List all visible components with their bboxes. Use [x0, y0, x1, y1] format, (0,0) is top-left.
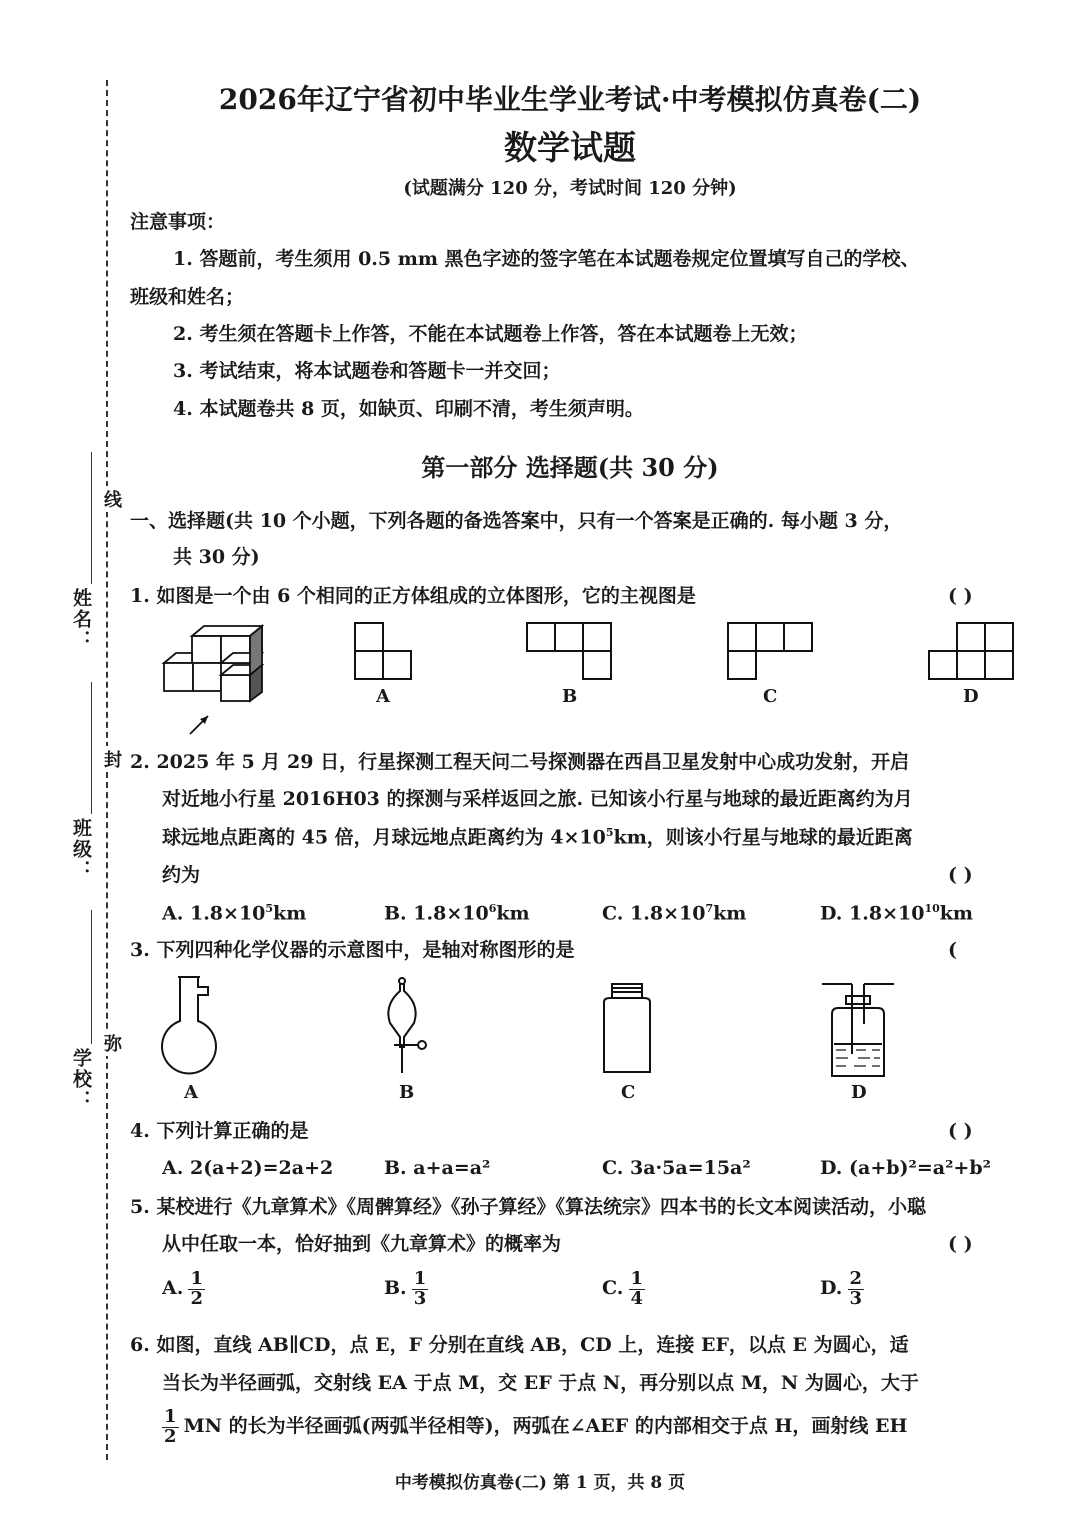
q1-option-d-figure [928, 622, 1018, 682]
q4-option-b[interactable]: B. a+a=a² [384, 1157, 491, 1179]
notice-item-1-cont: 班级和姓名； [130, 286, 245, 308]
notice-heading: 注意事项： [130, 211, 226, 233]
notice-item-1: 1. 答题前，考生须用 0.5 mm 黑色字迹的签字笔在本试题卷规定位置填写自己的学校、 [173, 248, 920, 270]
q1-option-c-figure [727, 622, 817, 682]
q1-option-a-label[interactable]: A [376, 686, 390, 707]
q3-option-c-label[interactable]: C [621, 1082, 636, 1103]
q3-answer-paren[interactable]: ( [948, 939, 957, 961]
q6-line-1: 6. 如图，直线 AB∥CD，点 E，F 分别在直线 AB，CD 上，连接 EF，以点 E 为圆心，适 [130, 1334, 909, 1356]
q2-answer-paren[interactable]: ( ) [948, 864, 973, 886]
school-label: 学校： [70, 1048, 92, 1111]
q3-option-a-label[interactable]: A [184, 1082, 198, 1103]
school-blank[interactable] [91, 910, 92, 1044]
q5-option-d[interactable]: D. $\frac{2}{3}$ [820, 1268, 863, 1309]
q2-line-3: 球远地点距离的 45 倍，月球远地点距离约为 $4\times 10^5km$，则该小行星与地球的最近距离 [162, 826, 913, 849]
q2-option-d[interactable]: D. $1.8\times 10^{10}km$ [820, 902, 974, 925]
seal-char-mi: 弥 [98, 1030, 124, 1056]
q1-option-c-label[interactable]: C [763, 686, 778, 707]
q4-option-c[interactable]: C. 3a·5a=15a² [602, 1157, 751, 1179]
section-title: 第一部分 选择题(共 30 分) [421, 453, 719, 482]
q5-option-b[interactable]: B. $\frac{1}{3}$ [384, 1268, 427, 1309]
q1-option-d-label[interactable]: D [963, 686, 979, 707]
q3-text: 3. 下列四种化学仪器的示意图中，是轴对称图形的是 [130, 939, 575, 961]
q3-gas-bottle-d-figure [818, 980, 898, 1080]
q5-line-1: 5. 某校进行《九章算术》《周髀算经》《孙子算经》《算法统宗》四本书的长文本阅读活动，小聪 [130, 1196, 926, 1218]
q1-option-b-label[interactable]: B [562, 686, 578, 707]
notice-item-4: 4. 本试题卷共 8 页，如缺页、印刷不清，考生须声明。 [173, 398, 644, 420]
q2-option-a[interactable]: A. $1.8\times 10^5km$ [162, 902, 307, 925]
notice-item-3: 3. 考试结束，将本试题卷和答题卡一并交回； [173, 360, 561, 382]
name-label: 姓名： [70, 588, 92, 651]
q5-line-2: 从中任取一本，恰好抽到《九章算术》的概率为 [162, 1233, 562, 1255]
notice-item-2: 2. 考生须在答题卡上作答，不能在本试题卷上作答，答在本试题卷上无效； [173, 323, 808, 345]
q1-answer-paren[interactable]: ( ) [948, 585, 973, 607]
exam-note: (试题满分 120 分，考试时间 120 分钟) [403, 178, 737, 199]
q3-flask-a-figure [158, 975, 228, 1080]
q1-option-b-figure [526, 622, 616, 682]
q3-bottle-c-figure [600, 982, 660, 1077]
q3-option-b-label[interactable]: B [399, 1082, 415, 1103]
q5-answer-paren[interactable]: ( ) [948, 1233, 973, 1255]
class-blank[interactable] [91, 682, 92, 814]
class-label: 班级： [70, 818, 92, 881]
q4-option-a[interactable]: A. 2(a+2)=2a+2 [162, 1157, 334, 1179]
page-footer: 中考模拟仿真卷(二) 第 1 页，共 8 页 [394, 1473, 686, 1493]
q3-funnel-b-figure [380, 975, 440, 1080]
seal-char-feng: 封 [98, 746, 124, 772]
section-intro-cont: 共 30 分) [173, 546, 260, 568]
q5-option-c[interactable]: C. $\frac{1}{4}$ [602, 1268, 644, 1309]
q1-text: 1. 如图是一个由 6 个相同的正方体组成的立体图形，它的主视图是 [130, 585, 696, 607]
q5-option-a[interactable]: A. $\frac{1}{2}$ [162, 1268, 203, 1309]
q3-option-d-label[interactable]: D [851, 1082, 867, 1103]
q6-line-2: 当长为半径画弧，交射线 EA 于点 M，交 EF 于点 N，再分别以点 M，N 为圆心，大于 [162, 1372, 919, 1394]
seal-char-xian: 线 [98, 486, 124, 512]
q2-line-1: 2. 2025 年 5 月 29 日，行星探测工程天问二号探测器在西昌卫星发射中心成功发射，开启 [130, 751, 910, 773]
q6-line-3: $\frac{1}{2}$ MN 的长为半径画弧(两弧半径相等)，两弧在∠AEF 的内部相交于点 H，画射线 EH [164, 1406, 908, 1447]
q2-option-c[interactable]: C. $1.8\times 10^7km$ [602, 902, 747, 925]
q4-answer-paren[interactable]: ( ) [948, 1120, 973, 1142]
subject-title: 数学试题 [504, 128, 636, 167]
q2-line-2: 对近地小行星 2016H03 的探测与采样返回之旅. 已知该小行星与地球的最近距离约为月 [162, 788, 913, 810]
section-intro: 一、选择题(共 10 个小题，下列各题的备选答案中，只有一个答案是正确的. 每小题 3 分， [130, 510, 903, 532]
q1-option-a-figure [354, 622, 414, 682]
q4-option-d[interactable]: D. (a+b)²=a²+b² [820, 1157, 991, 1179]
q2-option-b[interactable]: B. $1.8\times 10^6km$ [384, 902, 530, 925]
q4-text: 4. 下列计算正确的是 [130, 1120, 309, 1142]
q2-line-4: 约为 [162, 864, 201, 886]
exam-title: 2026年辽宁省初中毕业生学业考试·中考模拟仿真卷(二) [218, 83, 922, 116]
q1-solid-figure [150, 622, 280, 742]
